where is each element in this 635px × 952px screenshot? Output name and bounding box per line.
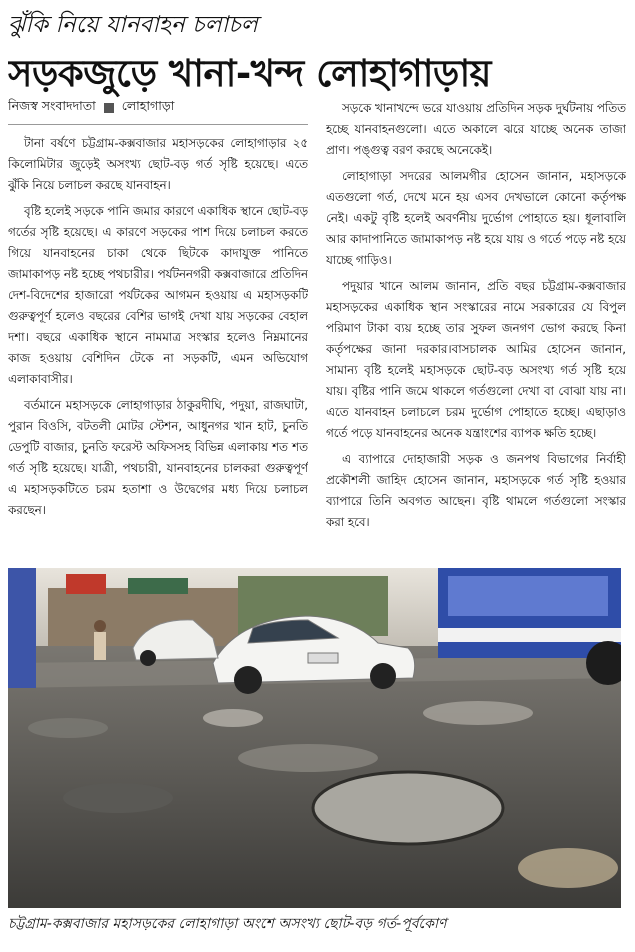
pothole — [423, 701, 533, 725]
byline — [8, 98, 308, 125]
article-kicker: ঝুঁকি নিয়ে যানবাহন চলাচল — [8, 12, 258, 38]
pothole — [63, 783, 173, 813]
paragraph: বৃষ্টি হলেই সড়কে পানি জমার কারণে একাধিক স্থানে ছোট-বড় গর্তের সৃষ্টি হয়েছে। এ কারণে সড়কের পাশ দিয়ে চলাচল করতে গিয়ে যানবাহনের চাকা থেকে ছিটকে কাদাযুক্ত পানিতে জামাকাপড় নষ্ট হচ্ছে পথচারীর। পর্যটননগরী কক্সবাজারে প্রতিদিন দেশ-বিদেশের হাজারো পর্যটকের আগমন হওয়ায় এ মহাসড়কটি গুরুত্বপূর্ণ হলেও বছরের বেশির ভাগই দেখা যায় সড়কের বেহাল দশা। বছরে একাধিক স্থানে নামমাত্র সংস্কার হলেও নিম্নমানের কাজ হওয়ায় বেশিদিন টেকে না সড়কটি, এমন অভিযোগ এলাকাবাসীর। — [8, 204, 308, 386]
paragraph: পদুয়ার খানে আলম জানান, প্রতি বছর চট্টগ্রাম-কক্সবাজার মহাসড়কের একাধিক স্থান সংস্কারের নামে সরকারের যে বিপুল পরিমাণ টাকা ব্যয় হচ্ছে তার সুফল জনগণ ভোগ করছে কিনা কর্তৃপক্ষের জানা দরকার।বাসচালক আমির হোসেন জানান, সামান্য বৃষ্টি হলেই মহাসড়কে ছোট-বড় অসংখ্য গর্ত সৃষ্টি হয়ে যায়। বৃষ্টির পানি জমে থাকলে গর্তগুলো দেখা বা বোঝা যায় না। এতে যানবাহন চলাচলে চরম দুর্ভোগ পোহাতে হচ্ছে। এছাড়াও গর্তে পড়ে যানবাহনের অনেক যন্ত্রাংশের ব্যাপক ক্ষতি হচ্ছে। — [326, 279, 626, 440]
pothole — [238, 744, 378, 772]
byline-location: লোহাগাড়া — [121, 98, 175, 113]
shop-sign — [66, 574, 106, 594]
car-wheel — [234, 666, 262, 694]
paragraph: সড়কে খানাখন্দে ভরে যাওয়ায় প্রতিদিন সড়ক দুর্ঘটনায় পতিত হচ্ছে যানবাহনগুলো। এতে অকালে ঝরে যাচ্ছে অনেক তাজা প্রাণ। পঙ্গুত্ব বরণ করছে অনেকেই। — [326, 101, 626, 157]
pedestrian — [94, 620, 106, 632]
paragraph: লোহাগাড়া সদরের আলমগীর হোসেন জানান, মহাসড়কে এতগুলো গর্ত, দেখে মনে হয় এসব দেখভালে কোনো কর্তৃপক্ষ নেই। একটু বৃষ্টি হলেই অবর্ণনীয় দুর্ভোগ পোহাতে হয়। ধূলাবালি আর কাদাপানিতে জামাকাপড় নষ্ট হয়ে যায় ও গর্তে পড়ে নষ্ট হয়ে যাচ্ছে গাড়িও। — [326, 169, 626, 267]
byline-reporter: নিজস্ব সংবাদদাতা — [8, 98, 96, 113]
pothole — [28, 718, 108, 738]
pothole — [518, 848, 618, 888]
right-column — [326, 98, 626, 563]
pothole — [313, 772, 503, 844]
car-wheel — [370, 663, 396, 689]
article-headline: সড়কজুড়ে খানা-খন্দ লোহাগাড়ায় — [8, 52, 491, 95]
shop-sign — [128, 578, 188, 594]
left-vehicle — [8, 568, 36, 688]
blue-bus — [438, 568, 621, 658]
paragraph: বর্তমানে মহাসড়কে লোহাগাড়ার ঠাকুরদীঘি, পদুয়া, রাজঘাটা, পুরান বিওসি, বটতলী মোটর স্টেশন, আধুনগর খান হাট, চুনতি ডেপুটি বাজার, চুনতি ফরেস্ট অফিসসহ বিভিন্ন এলাকায় শত শত গর্ত সৃষ্টি হয়েছে। যাত্রী, পথচারী, যানবাহনের চালকরা গুরুত্বপূর্ণ এ মহাসড়কটিতে চরম হতাশা ও উদ্বেগের মধ্য দিয়ে চলাচল করছেন। — [8, 398, 308, 517]
paragraph: টানা বর্ষণে চট্টগ্রাম-কক্সবাজার মহাসড়কের লোহাগাড়ার ২৫ কিলোমিটার জুড়েই অসংখ্য ছোট-বড় গর্ত সৃষ্টি হয়েছে। এতে ঝুঁকি নিয়ে চলাচল করছে যানবাহন। — [8, 136, 308, 192]
photo-caption: চট্টগ্রাম-কক্সবাজার মহাসড়কের লোহাগাড়া অংশে অসংখ্য ছোট-বড় গর্ত-পূর্বকোণ — [8, 916, 447, 932]
left-column — [8, 98, 308, 563]
news-photo — [8, 568, 621, 908]
pedestrian — [94, 632, 106, 660]
pothole-road-illustration — [8, 568, 621, 908]
square-bullet-icon — [104, 103, 114, 113]
paragraph: এ ব্যাপারে দোহাজারী সড়ক ও জনপথ বিভাগের নির্বাহী প্রকৌশলী জাহিদ হোসেন জানান, মহাসড়কে গর্ত সৃষ্টি হওয়ার ব্যাপারে তিনি অবগত আছেন। বৃষ্টি থামলে গর্তগুলো সংস্কার করা হবে। — [326, 452, 626, 529]
car-wheel — [140, 650, 156, 666]
pothole — [203, 709, 263, 727]
article-body — [8, 98, 626, 563]
